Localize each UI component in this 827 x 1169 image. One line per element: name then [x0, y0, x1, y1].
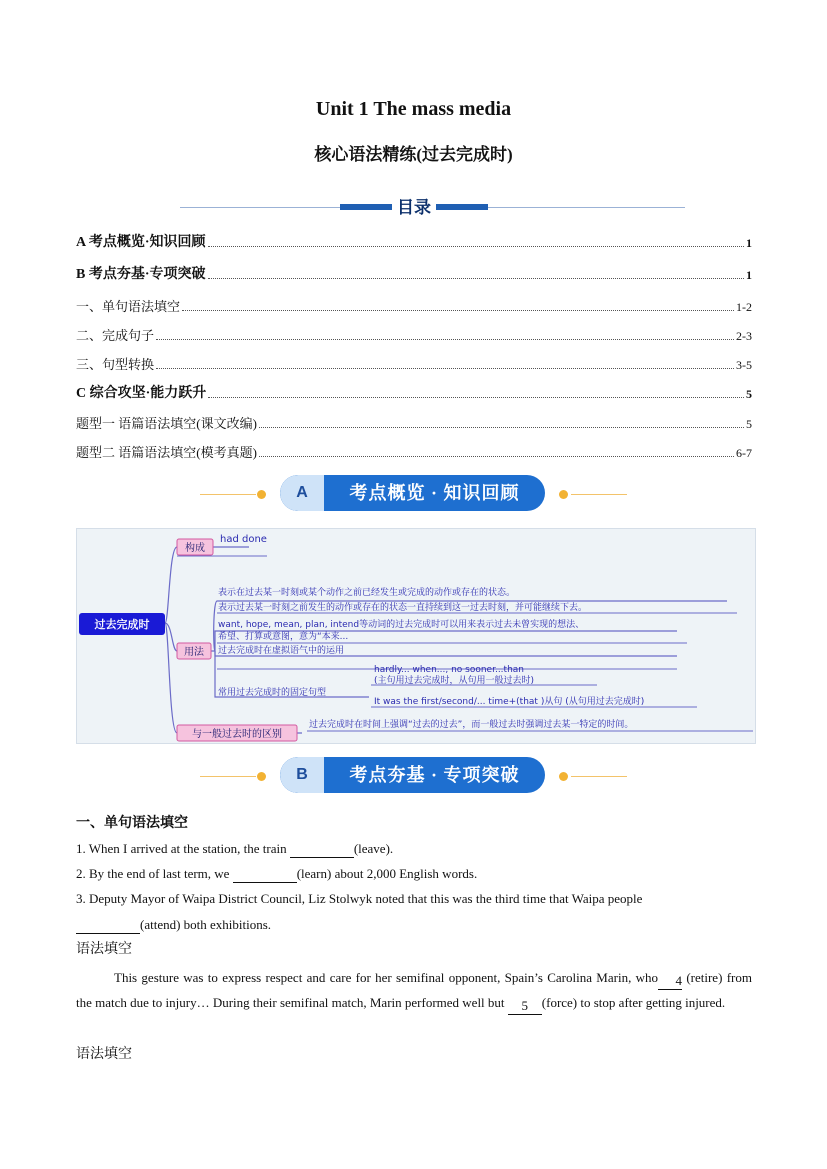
blank-number: 4 — [675, 973, 683, 988]
subsection-label: 语法填空 — [76, 1046, 132, 1062]
toc-heading-text: 目录 — [397, 198, 431, 217]
mindmap-branch1-content: had done — [220, 534, 267, 545]
banner-dot-right — [559, 490, 568, 499]
document-title: Unit 1 The mass media — [315, 98, 512, 120]
mindmap-diagram — [77, 529, 755, 743]
mindmap-pattern-item: It was the first/second/... time+(that )从句 (从句用过去完成时) — [374, 697, 645, 707]
toc-entry-page: 5 — [746, 417, 752, 431]
banner-wing-left — [200, 494, 256, 495]
mindmap-branch3-label: 与一般过去时的区别 — [192, 729, 282, 740]
mindmap-pattern-item: (主句用过去完成时，从句用一般过去时) — [374, 676, 535, 686]
answer-blank[interactable] — [290, 843, 354, 858]
banner-dot-right — [559, 772, 568, 781]
toc-entry[interactable] — [76, 263, 752, 283]
question-3 — [76, 890, 752, 908]
mindmap-pattern-label: 常用过去完成时的固定句型 — [218, 688, 327, 698]
toc-entry[interactable] — [76, 231, 752, 251]
question-text: 2. By the end of last term, we — [76, 866, 233, 881]
question-hint: (attend) both exhibitions. — [140, 917, 272, 932]
question-text: 1. When I arrived at the station, the train — [76, 841, 290, 856]
mindmap-branch1-label: 构成 — [185, 543, 205, 554]
question-1 — [76, 840, 752, 858]
banner-dot-left — [257, 772, 266, 781]
mindmap-usage-item: 表示过去某一时刻之前发生的动作或存在的状态一直持续到这一过去时刻，并可能继续下去。 — [218, 603, 588, 613]
toc-entry-label: 一、单句语法填空 — [76, 299, 181, 314]
banner-pill — [280, 475, 545, 511]
document-subtitle: 核心语法精练(过去完成时) — [314, 145, 513, 164]
toc-entry[interactable] — [76, 353, 752, 373]
answer-blank[interactable] — [233, 868, 297, 883]
banner-wing-right — [571, 776, 627, 777]
banner-text: 考点概览 · 知识回顾 — [349, 483, 520, 503]
passage-text: (retire) from the match due to injury… During their semifinal match, Marin performed well but — [76, 970, 752, 1010]
mindmap-root-label: 过去完成时 — [94, 619, 150, 631]
answer-blank[interactable] — [76, 919, 140, 934]
toc-heading — [180, 193, 685, 217]
toc-entry[interactable] — [76, 441, 752, 461]
toc-entry-label: 题型二 语篇语法填空(模考真题) — [76, 445, 257, 460]
mindmap-branch2-label: 用法 — [184, 647, 204, 658]
toc-entry-label: A 考点概览·知识回顾 — [76, 235, 206, 250]
banner-text: 考点夯基 · 专项突破 — [349, 765, 520, 785]
toc-entry[interactable] — [76, 382, 752, 402]
question-3-cont — [76, 916, 752, 934]
toc-entry-page: 6-7 — [736, 446, 752, 460]
toc-entry-label: C 综合攻坚·能力跃升 — [76, 386, 207, 401]
blank-number: 5 — [521, 998, 529, 1013]
mindmap-pattern-item: hardly... when..., no sooner...than — [374, 665, 524, 675]
question-hint: (learn) about 2,000 English words. — [296, 866, 478, 881]
mindmap — [76, 528, 756, 744]
toc-entry-page: 3-5 — [736, 358, 752, 372]
section-heading: 一、单句语法填空 — [76, 816, 188, 831]
banner-wing-right — [571, 494, 627, 495]
toc-bar-right — [436, 204, 488, 210]
answer-blank-5[interactable] — [508, 998, 542, 1015]
question-text: 3. Deputy Mayor of Waipa District Council, Liz Stolwyk noted that this was the third time that Waipa people — [76, 891, 643, 906]
toc-entry[interactable] — [76, 412, 752, 432]
toc-entry-label: 题型一 语篇语法填空(课文改编) — [76, 416, 257, 431]
toc-divider-left — [180, 207, 340, 208]
toc-entry-page: 1 — [746, 268, 752, 282]
toc-entry[interactable] — [76, 295, 752, 315]
question-hint: (leave). — [353, 841, 394, 856]
mindmap-usage-item: want, hope, mean, plan, intend等动词的过去完成时可以用来表示过去未曾实现的想法、 — [218, 620, 585, 630]
toc-entry-page: 1 — [746, 236, 752, 250]
mindmap-usage-item: 过去完成时在虚拟语气中的运用 — [218, 646, 345, 656]
mindmap-usage-item: 表示在过去某一时刻或某个动作之前已经发生或完成的动作或存在的状态。 — [218, 588, 516, 598]
section-b-banner — [200, 757, 627, 797]
toc-entry-label: 二、完成句子 — [76, 328, 155, 343]
passage-text: (force) to stop after getting injured. — [541, 995, 726, 1010]
section-a-banner — [200, 475, 627, 515]
toc-divider-right — [488, 207, 685, 208]
question-2 — [76, 865, 752, 883]
toc-entry-page: 5 — [746, 387, 752, 401]
subsection-label: 语法填空 — [76, 941, 132, 957]
toc-entry-label: 三、句型转换 — [76, 357, 155, 372]
toc-entry-page: 1-2 — [736, 300, 752, 314]
banner-pill — [280, 757, 545, 793]
toc-entry-page: 2-3 — [736, 329, 752, 343]
mindmap-branch3-content: 过去完成时在时间上强调“过去的过去”，而一般过去时强调过去某一特定的时间。 — [309, 720, 634, 730]
banner-dot-left — [257, 490, 266, 499]
answer-blank-4[interactable] — [658, 973, 682, 990]
toc-bar-left — [340, 204, 392, 210]
banner-wing-left — [200, 776, 256, 777]
toc-entry[interactable] — [76, 324, 752, 344]
mindmap-usage-item: 希望、打算或意图，意为“本来... — [218, 632, 349, 642]
banner-letter: A — [280, 475, 324, 511]
toc-entry-label: B 考点夯基·专项突破 — [76, 267, 206, 282]
passage — [76, 965, 752, 1015]
passage-text: This gesture was to express respect and care for her semifinal opponent, Spain’s Carolina Marin, who — [114, 970, 659, 985]
banner-letter: B — [280, 757, 324, 793]
